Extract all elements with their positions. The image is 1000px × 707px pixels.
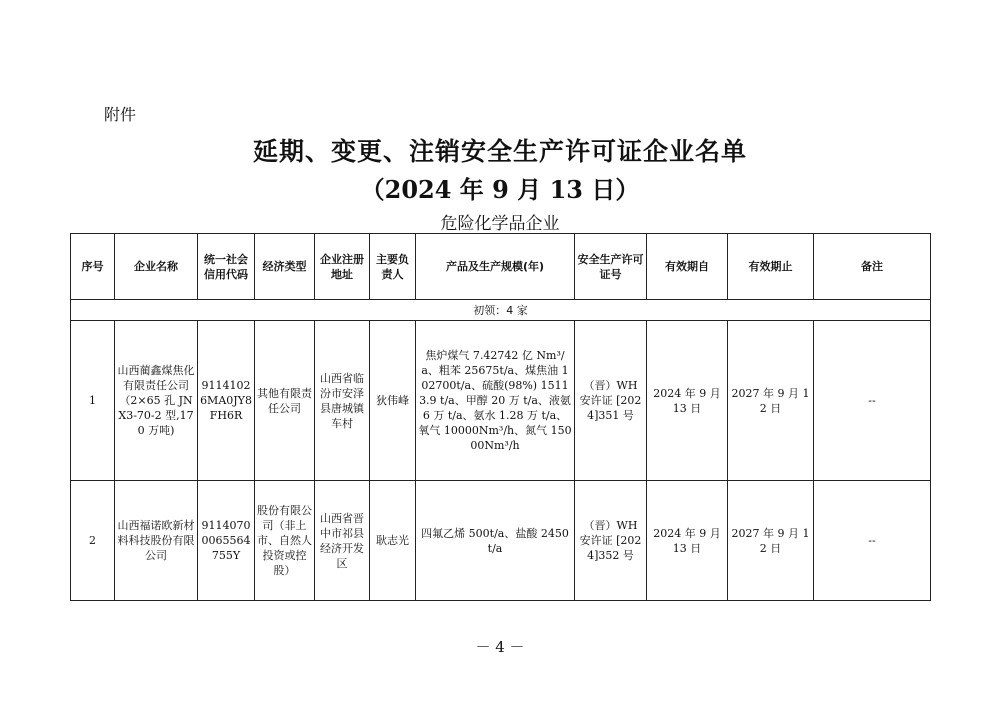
cell-index: 1: [71, 321, 115, 481]
section-label: 初领：4 家: [71, 300, 931, 321]
page-number: － 4 －: [475, 638, 525, 656]
enterprise-table: [70, 233, 931, 601]
cell-valid-from: 2024 年 9 月 13 日: [647, 481, 728, 601]
header-cell: 主要负责人: [370, 234, 416, 300]
cell-company: 山西蔺鑫煤焦化有限责任公司（2×65 孔 JNX3-70-2 型,170 万吨): [115, 321, 198, 481]
cell-company: 山西福诺欧新材料科技股份有限公司: [115, 481, 198, 601]
cell-address: 山西省临汾市安泽县唐城镇车村: [315, 321, 370, 481]
header-cell: 统一社会信用代码: [198, 234, 255, 300]
cell-remark: --: [814, 321, 931, 481]
cell-products: 四氟乙烯 500t/a、盐酸 2450t/a: [416, 481, 575, 601]
header-cell: 有效期自: [647, 234, 728, 300]
cell-credit-code: 91140700065564755Y: [198, 481, 255, 601]
table-row: [71, 481, 931, 601]
cell-econ-type: 其他有限责任公司: [255, 321, 315, 481]
header-cell: 产品及生产规模(年): [416, 234, 575, 300]
cell-valid-from: 2024 年 9 月 13 日: [647, 321, 728, 481]
document-date: （2024 年 9 月 13 日）: [360, 175, 640, 204]
document-title: 延期、变更、注销安全生产许可证企业名单: [252, 137, 747, 166]
header-cell: 备注: [814, 234, 931, 300]
cell-products: 焦炉煤气 7.42742 亿 Nm³/a、粗苯 25675t/a、煤焦油 102700t/a、硫酸(98%) 15113.9 t/a、甲醇 20 万 t/a、液氨 6 万 t/a、氨水 1.28 万 t/a、氧气 10000Nm³/h、氮气 15000Nm³/h: [416, 321, 575, 481]
table-header-row: [71, 234, 931, 300]
cell-license: （晋）WH 安许证 [2024]352 号: [575, 481, 647, 601]
cell-valid-to: 2027 年 9 月 12 日: [728, 481, 814, 601]
cell-address: 山西省晋中市祁县经济开发区: [315, 481, 370, 601]
table-row: [71, 321, 931, 481]
header-cell: 企业注册地址: [315, 234, 370, 300]
header-cell: 安全生产许可证号: [575, 234, 647, 300]
header-cell: 有效期止: [728, 234, 814, 300]
cell-valid-to: 2027 年 9 月 12 日: [728, 321, 814, 481]
cell-license: （晋）WH 安许证 [2024]351 号: [575, 321, 647, 481]
cell-person: 耿志光: [370, 481, 416, 601]
attachment-label: 附件: [104, 105, 137, 124]
cell-credit-code: 91141026MA0JY8FH6R: [198, 321, 255, 481]
category-heading: 危险化学品企业: [440, 214, 560, 234]
cell-remark: --: [814, 481, 931, 601]
header-cell: 企业名称: [115, 234, 198, 300]
cell-person: 狄伟峰: [370, 321, 416, 481]
section-row: [71, 300, 931, 321]
header-cell: 序号: [71, 234, 115, 300]
cell-index: 2: [71, 481, 115, 601]
header-cell: 经济类型: [255, 234, 315, 300]
cell-econ-type: 股份有限公司（非上市、自然人投资或控股）: [255, 481, 315, 601]
